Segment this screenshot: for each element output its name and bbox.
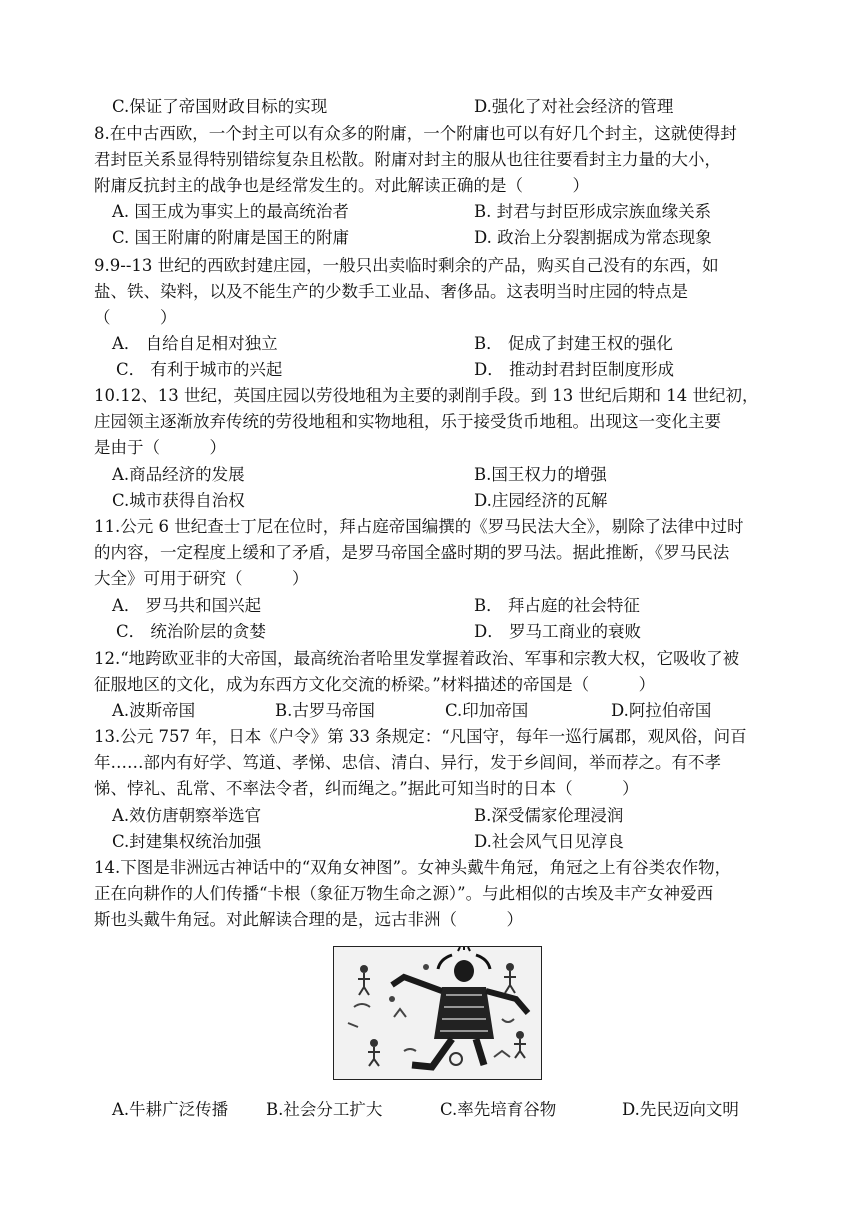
q10-stem-line: 庄园领主逐渐放弃传统的劳役地租和实物地租，乐于接受货币地租。出现这一变化主要 bbox=[94, 412, 721, 431]
q10-stem-line: 是由于（ ） bbox=[94, 438, 226, 457]
q13-option-c: C.封建集权统治加强 bbox=[112, 832, 262, 851]
q10-option-c: C.城市获得自治权 bbox=[112, 491, 245, 510]
q13-stem-line: 13.公元 757 年，日本《户令》第 33 条规定：“凡国守，每年一巡行属郡，观风俗，问百 bbox=[94, 727, 747, 746]
goddess-woodcut-image bbox=[333, 946, 542, 1080]
q8-stem-line: 君封臣关系显得特别错综复杂且松散。附庸对封主的服从也往往要看封主力量的大小， bbox=[94, 150, 721, 169]
q14-stem-line: 正在向耕作的人们传播“卡根（象征万物生命之源）”。与此相似的古埃及丰产女神爱西 bbox=[94, 884, 714, 903]
q13-option-d: D.社会风气日见淳良 bbox=[474, 832, 624, 851]
q8-stem-line: 附庸反抗封主的战争也是经常发生的。对此解读正确的是（ ） bbox=[94, 176, 589, 195]
q12-option-d: D.阿拉伯帝国 bbox=[611, 701, 712, 720]
q9-stem-line: 盐、铁、染料，以及不能生产的少数手工业品、奢侈品。这表明当时庄园的特点是 bbox=[94, 282, 688, 301]
q10-option-a: A.商品经济的发展 bbox=[112, 465, 245, 484]
q8-option-c: C. 国王附庸的附庸是国王的附庸 bbox=[112, 228, 350, 247]
q7-option-d: D.强化了对社会经济的管理 bbox=[474, 97, 674, 116]
q9-stem-line: 9.9--13 世纪的西欧封建庄园，一般只出卖临时剩余的产品，购买自己没有的东西，如 bbox=[94, 256, 719, 275]
q13-option-a: A.效仿唐朝察举选官 bbox=[112, 806, 262, 825]
q14-option-a: A.牛耕广泛传播 bbox=[112, 1100, 229, 1119]
q11-stem-line: 11.公元 6 世纪查士丁尼在位时，拜占庭帝国编撰的《罗马民法大全》，剔除了法律中过时 bbox=[94, 517, 744, 536]
q9-option-b: B． 促成了封建王权的强化 bbox=[474, 334, 673, 353]
q14-stem-line: 14.下图是非洲远古神话中的“双角女神图”。女神头戴牛角冠，角冠之上有谷类农作物， bbox=[94, 858, 732, 877]
q8-option-b: B. 封君与封臣形成宗族血缘关系 bbox=[474, 202, 712, 221]
q8-option-a: A. 国王成为事实上的最高统治者 bbox=[112, 202, 349, 221]
q7-option-c: C.保证了帝国财政目标的实现 bbox=[112, 97, 328, 116]
q12-stem-line: 征服地区的文化，成为东西方文化交流的桥梁。”材料描述的帝国是（ ） bbox=[94, 675, 656, 694]
q9-option-c: C． 有利于城市的兴起 bbox=[116, 360, 283, 379]
q12-stem-line: 12.“地跨欧亚非的大帝国，最高统治者哈里发掌握着政治、军事和宗教大权，它吸收了被 bbox=[94, 649, 740, 668]
q10-option-b: B.国王权力的增强 bbox=[474, 465, 607, 484]
q9-option-d: D． 推动封君封臣制度形成 bbox=[474, 360, 674, 379]
q13-stem-line: 悌、悖礼、乱常、不率法令者，纠而绳之。”据此可知当时的日本（ ） bbox=[94, 779, 639, 798]
q12-option-b: B.古罗马帝国 bbox=[275, 701, 375, 720]
q11-option-b: B． 拜占庭的社会特征 bbox=[474, 596, 640, 615]
q8-stem-line: 8.在中古西欧，一个封主可以有众多的附庸，一个附庸也可以有好几个封主，这就使得封 bbox=[94, 124, 737, 143]
q11-stem-line: 大全》可用于研究（ ） bbox=[94, 569, 309, 588]
q14-stem-line: 斯也头戴牛角冠。对此解读合理的是，远古非洲（ ） bbox=[94, 910, 523, 929]
q13-stem-line: 年……部内有好学、笃道、孝悌、忠信、清白、异行，发于乡闾间，举而荐之。有不孝 bbox=[94, 753, 721, 772]
q11-stem-line: 的内容，一定程度上缓和了矛盾，是罗马帝国全盛时期的罗马法。据此推断，《罗马民法 bbox=[94, 543, 730, 562]
q13-option-b: B.深受儒家伦理浸润 bbox=[474, 806, 624, 825]
q12-option-a: A.波斯帝国 bbox=[112, 701, 196, 720]
q14-option-c: C.率先培育谷物 bbox=[440, 1100, 557, 1119]
q10-stem-line: 10.12、13 世纪，英国庄园以劳役地租为主要的剥削手段。到 13 世纪后期和 14 世纪初， bbox=[94, 386, 759, 405]
q12-option-c: C.印加帝国 bbox=[445, 701, 529, 720]
q10-option-d: D.庄园经济的瓦解 bbox=[474, 491, 608, 510]
goddess-woodcut-icon bbox=[334, 947, 541, 1079]
q9-stem-line: （ ） bbox=[94, 308, 177, 327]
q14-option-d: D.先民迈向文明 bbox=[622, 1100, 739, 1119]
q8-option-d: D. 政治上分裂割据成为常态现象 bbox=[474, 228, 712, 247]
q11-option-a: A． 罗马共和国兴起 bbox=[112, 596, 262, 615]
q14-option-b: B.社会分工扩大 bbox=[266, 1100, 383, 1119]
q11-option-c: C． 统治阶层的贪婪 bbox=[116, 622, 266, 641]
q9-option-a: A． 自给自足相对独立 bbox=[112, 334, 278, 353]
q11-option-d: D． 罗马工商业的衰败 bbox=[474, 622, 641, 641]
